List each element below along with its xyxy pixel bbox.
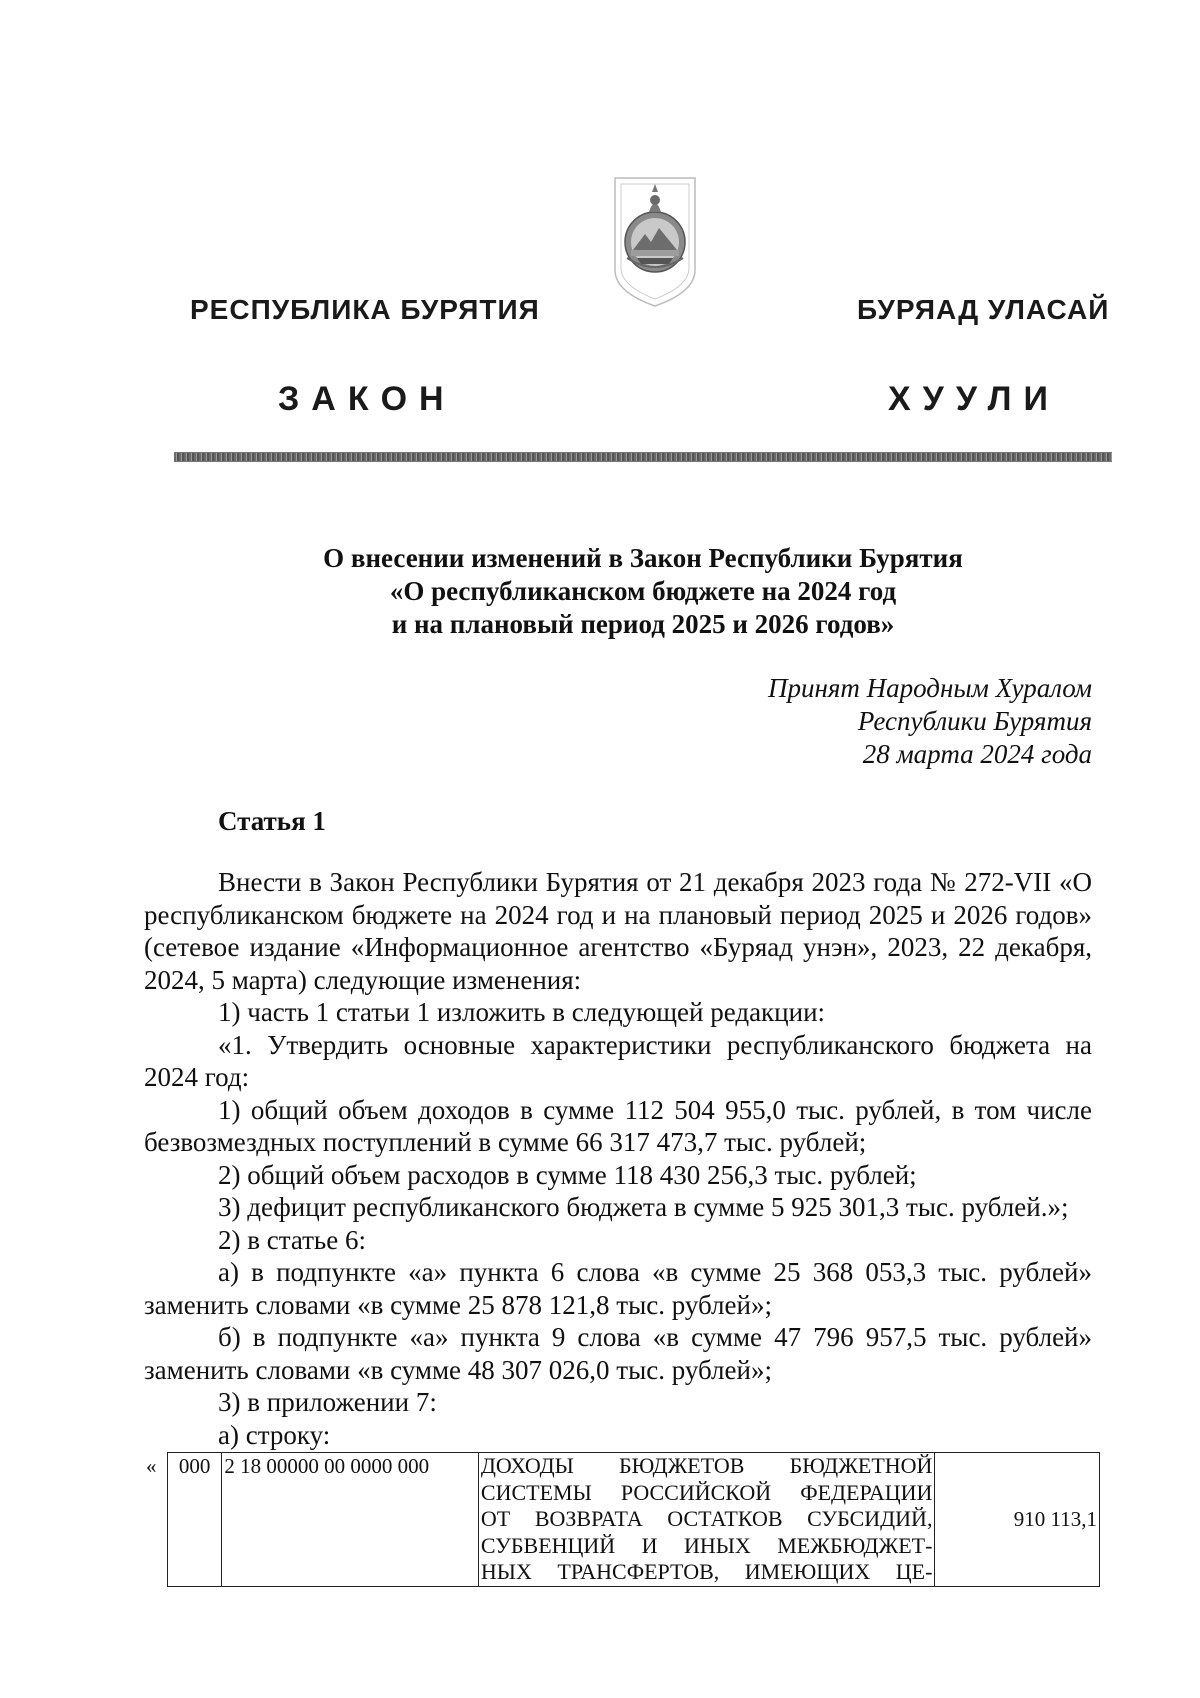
law-title bbox=[174, 542, 1112, 641]
paragraph: 2) общий объем расходов в сумме 118 430 256,3 тыс. рублей; bbox=[218, 1159, 917, 1190]
revenue-name-line: СИСТЕМЫ РОССИЙСКОЙ ФЕДЕРАЦИИ bbox=[480, 1479, 933, 1505]
paragraph: Внести в Закон Республики Бурятия от 21 декабря 2023 года № 272-VII «О республиканском бюджете на 2024 год и на плановый период 2025 и 2026 годов» (сетевое издание «Информационное агентство «Буряад унэн», 2023, 22 декабря, 2024, 5 марта) следующие изменения: bbox=[144, 867, 1092, 995]
adoption-note bbox=[600, 672, 1092, 771]
paragraph: а) строку: bbox=[218, 1419, 331, 1450]
law-title-line: «О республиканском бюджете на 2024 год bbox=[389, 576, 897, 606]
law-label-bua: ХУУЛИ bbox=[888, 380, 1060, 418]
adoption-note-line: 28 марта 2024 года bbox=[862, 739, 1092, 769]
paragraph: а) в подпункте «а» пункта 6 слова «в сумме 25 368 053,3 тыс. рублей» заменить словами «в сумме 25 878 121,8 тыс. рублей»; bbox=[144, 1257, 1092, 1320]
law-label-ru: ЗАКОН bbox=[278, 380, 456, 418]
amount-cell: 910 113,1 bbox=[935, 1453, 1100, 1587]
revenue-name-line: ОТ ВОЗВРАТА ОСТАТКОВ СУБСИДИЙ, bbox=[480, 1506, 933, 1531]
revenue-name-line: СУБВЕНЦИЙ И ИНЫХ МЕЖБЮДЖЕТ- bbox=[480, 1532, 933, 1558]
opening-quote: « bbox=[146, 1453, 157, 1478]
revenue-name-cell bbox=[478, 1453, 935, 1587]
paragraph: 1) часть 1 статьи 1 изложить в следующей редакции: bbox=[218, 997, 826, 1027]
article-body bbox=[144, 866, 1092, 1451]
revenue-name-line: ДОХОДЫ БЮДЖЕТОВ БЮДЖЕТНОЙ bbox=[480, 1453, 933, 1478]
table-row bbox=[144, 1453, 1100, 1587]
kbk-code-cell: 2 18 00000 00 0000 000 bbox=[222, 1453, 479, 1587]
paragraph: 3) дефицит республиканского бюджета в сумме 5 925 301,3 тыс. рублей.»; bbox=[218, 1192, 1069, 1222]
law-title-line: О внесении изменений в Закон Республики Бурятия bbox=[323, 543, 963, 573]
paragraph: 2) в статье 6: bbox=[218, 1224, 366, 1255]
paragraph: 1) общий объем доходов в сумме 112 504 955,0 тыс. рублей, в том числе безвозмездных поступлений в сумме 66 317 473,7 тыс. рублей; bbox=[144, 1094, 1092, 1157]
header-divider bbox=[174, 452, 1112, 462]
law-title-line: и на плановый период 2025 и 2026 годов» bbox=[391, 609, 895, 639]
adoption-note-line: Республики Бурятия bbox=[857, 706, 1092, 736]
header-republic-name-bua: БУРЯАД УЛАСАЙ bbox=[857, 294, 1110, 325]
paragraph: «1. Утвердить основные характеристики республиканского бюджета на 2024 год: bbox=[144, 1029, 1092, 1092]
article-heading: Статья 1 bbox=[218, 806, 326, 836]
adoption-note-line: Принят Народным Хуралом bbox=[767, 673, 1092, 703]
revenue-name-line: НЫХ ТРАНСФЕРТОВ, ИМЕЮЩИХ ЦЕ- bbox=[480, 1559, 933, 1584]
paragraph: 3) в приложении 7: bbox=[218, 1387, 437, 1417]
admin-code-cell: 000 bbox=[167, 1453, 222, 1587]
header-republic-name-ru: РЕСПУБЛИКА БУРЯТИЯ bbox=[190, 294, 540, 325]
budget-table bbox=[144, 1452, 1100, 1587]
paragraph: б) в подпункте «а» пункта 9 слова «в сумме 47 796 957,5 тыс. рублей» заменить словами «в сумме 48 307 026,0 тыс. рублей»; bbox=[144, 1322, 1092, 1385]
coat-of-arms-emblem bbox=[611, 172, 699, 310]
